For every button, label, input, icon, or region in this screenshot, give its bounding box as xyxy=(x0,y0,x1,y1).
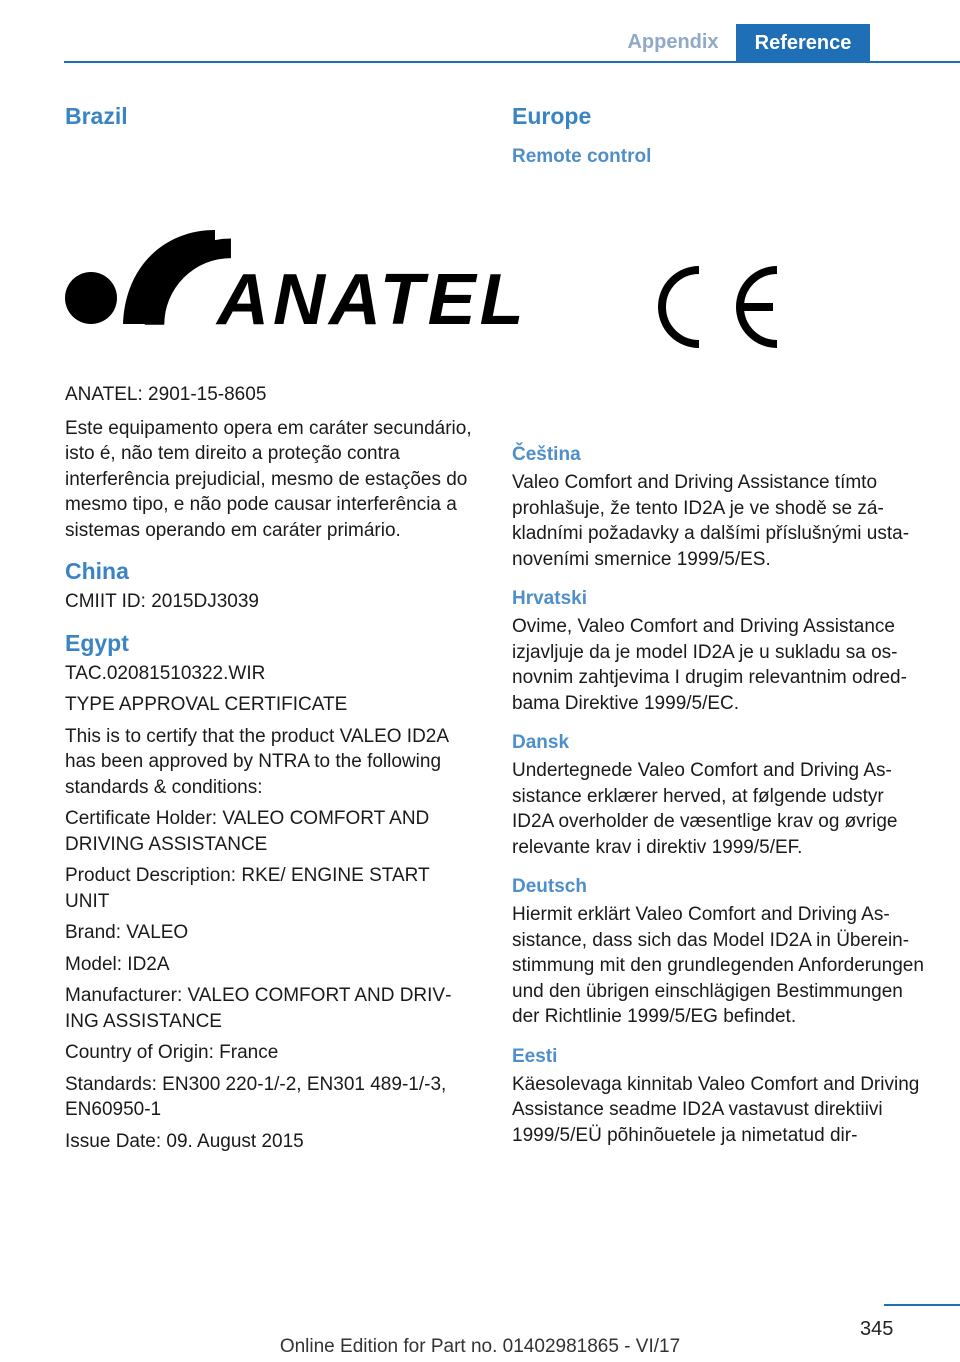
egypt-line: This is to certify that the product VALEO ID2A has been approved by NTRA to the following standards & conditions: xyxy=(65,725,448,798)
ce-mark-icon xyxy=(655,264,785,350)
lang-text-eesti: Käesolevaga kinnitab Valeo Comfort and Driving Assistance seadme ID2A vastavust direktiivi 1999/5/EÜ põhinõuetele ja nimetatud dir- xyxy=(512,1073,920,1146)
lang-heading-deutsch: Deutsch xyxy=(512,876,587,897)
anatel-logo xyxy=(65,134,528,382)
lang-text-deutsch: Hiermit erklärt Valeo Comfort and Driving Assistance, dass sich das Model ID2A in Übereinstimmung mit den grundlegenden Anforderungen und den übrigen einschlägigen Bestimmungen der Richtlinie 1999/5/EG befindet. xyxy=(512,904,924,1027)
egypt-line: TYPE APPROVAL CERTIFICATE xyxy=(65,694,348,715)
europe-heading: Europe xyxy=(512,103,592,129)
header-rule xyxy=(64,61,960,63)
footer-edition-text: Online Edition for Part no. 01402981865 - VI/17 xyxy=(279,1336,681,1357)
right-column xyxy=(512,98,930,1148)
egypt-line: Standards: EN300 220-1/-2, EN301 489-1/-3, EN60950-1 xyxy=(65,1073,447,1120)
lang-heading-eesti: Eesti xyxy=(512,1045,558,1067)
egypt-line: TAC.02081510322.WIR xyxy=(65,662,266,684)
left-column xyxy=(65,98,528,1154)
brazil-text: Este equipamento opera em caráter secundário, isto é, não tem direito a proteção contra interferência prejudicial, mesmo de estações do mesmo tipo, e não pode causar interferência a sistemas operando em caráter primário. xyxy=(65,417,472,541)
tab-appendix[interactable]: Appendix xyxy=(627,31,719,53)
lang-text-hrvatski: Ovime, Valeo Comfort and Driving Assistance izjavljuje da je model ID2A je u sukladu sa osnovnim zahtjevima I drugim relevantnim odredbama Direktive 1999/5/EC. xyxy=(512,616,907,714)
lang-heading-dansk: Dansk xyxy=(512,732,570,753)
anatel-id: ANATEL: 2901-15-8605 xyxy=(65,384,267,405)
ce-mark xyxy=(512,172,930,440)
egypt-line: Certificate Holder: VALEO COMFORT AND DRIVING ASSISTANCE xyxy=(65,808,430,855)
egypt-line: Brand: VALEO xyxy=(65,922,189,943)
page-number: 345 xyxy=(860,1318,894,1340)
egypt-line: Manufacturer: VALEO COMFORT AND DRIVING ASSISTANCE xyxy=(65,985,452,1032)
lang-heading-hrvatski: Hrvatski xyxy=(512,588,587,609)
lang-text-dansk: Undertegnede Valeo Comfort and Driving Assistance erklærer herved, at følgende udstyr ID2A overholder de væsentlige krav og øvrige relevante krav i direktiv 1999/5/EF. xyxy=(512,760,898,858)
egypt-heading: Egypt xyxy=(65,629,129,656)
remote-control-heading: Remote control xyxy=(512,146,652,167)
footer-rule xyxy=(884,1304,960,1306)
brazil-heading: Brazil xyxy=(65,103,128,129)
lang-text-cestina: Valeo Comfort and Driving Assistance tímto prohlašuje, že tento ID2A je ve shodě se základními požadavky a dalšími příslušnými ustanoveními smernice 1999/5/ES. xyxy=(512,472,910,570)
china-heading: China xyxy=(65,558,129,584)
lang-heading-cestina: Čeština xyxy=(512,444,581,465)
anatel-logo-icon xyxy=(65,216,528,340)
egypt-line: Model: ID2A xyxy=(65,953,170,975)
egypt-line: Issue Date: 09. August 2015 xyxy=(65,1130,304,1152)
egypt-line: Country of Origin: France xyxy=(65,1042,279,1063)
anatel-logo-text: ANATEL xyxy=(217,260,528,340)
china-id: CMIIT ID: 2015DJ3039 xyxy=(65,591,259,612)
tab-reference[interactable]: Reference xyxy=(736,24,870,62)
egypt-line: Product Description: RKE/ ENGINE START UNIT xyxy=(65,865,430,912)
svg-text:CE: CE xyxy=(655,264,657,265)
page-header xyxy=(0,0,960,64)
